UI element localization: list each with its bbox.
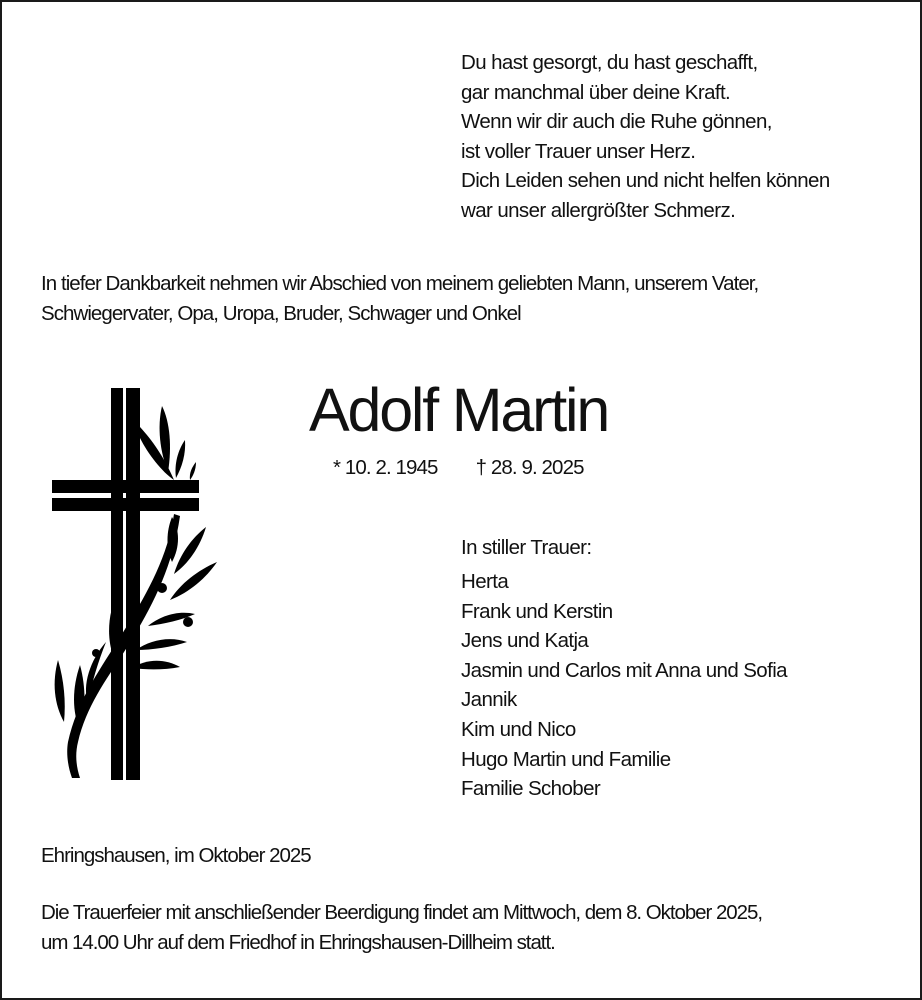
place-and-date: Ehringshausen, im Oktober 2025 (41, 844, 311, 867)
poem-line: war unser allergrößter Schmerz. (461, 198, 736, 222)
funeral-line: um 14.00 Uhr auf dem Friedhof in Ehringshausen-Dillheim statt. (41, 931, 555, 954)
funeral-info (41, 898, 762, 958)
poem-line: Wenn wir dir auch die Ruhe gönnen, (461, 110, 772, 133)
poem-line: Du hast gesorgt, du hast geschafft, (461, 51, 758, 74)
cross-with-olive-branch-icon (42, 382, 222, 782)
poem (461, 48, 830, 225)
funeral-line: Die Trauerfeier mit anschließender Beerdigung findet am Mittwoch, dem 8. Oktober 2025, (41, 901, 762, 924)
mourner-name: Jannik (461, 688, 517, 712)
birth-date: * 10. 2. 1945 (333, 456, 438, 479)
mourner-name: Jens und Katja (461, 629, 589, 653)
deceased-name: Adolf Martin (309, 376, 609, 444)
death-date: † 28. 9. 2025 (475, 456, 584, 479)
mourner-name: Jasmin und Carlos mit Anna und Sofia (461, 658, 787, 682)
intro-text (41, 269, 758, 329)
poem-line: gar manchmal über deine Kraft. (461, 80, 731, 104)
mourners-list (461, 533, 787, 804)
poem-line: ist voller Trauer unser Herz. (461, 139, 696, 163)
mourner-name: Herta (461, 570, 509, 593)
intro-line: In tiefer Dankbarkeit nehmen wir Abschied von meinem geliebten Mann, unserem Vater, (41, 272, 759, 295)
poem-line: Dich Leiden sehen und nicht helfen können (461, 169, 830, 192)
mourners-heading: In stiller Trauer: (461, 536, 592, 559)
mourner-name: Frank und Kerstin (461, 599, 613, 623)
mourner-name: Kim und Nico (461, 717, 576, 741)
life-dates (333, 453, 584, 483)
mourner-name: Hugo Martin und Familie (461, 747, 671, 771)
intro-line: Schwiegervater, Opa, Uropa, Bruder, Schwager und Onkel (41, 302, 521, 325)
mourner-name: Familie Schober (461, 777, 601, 801)
